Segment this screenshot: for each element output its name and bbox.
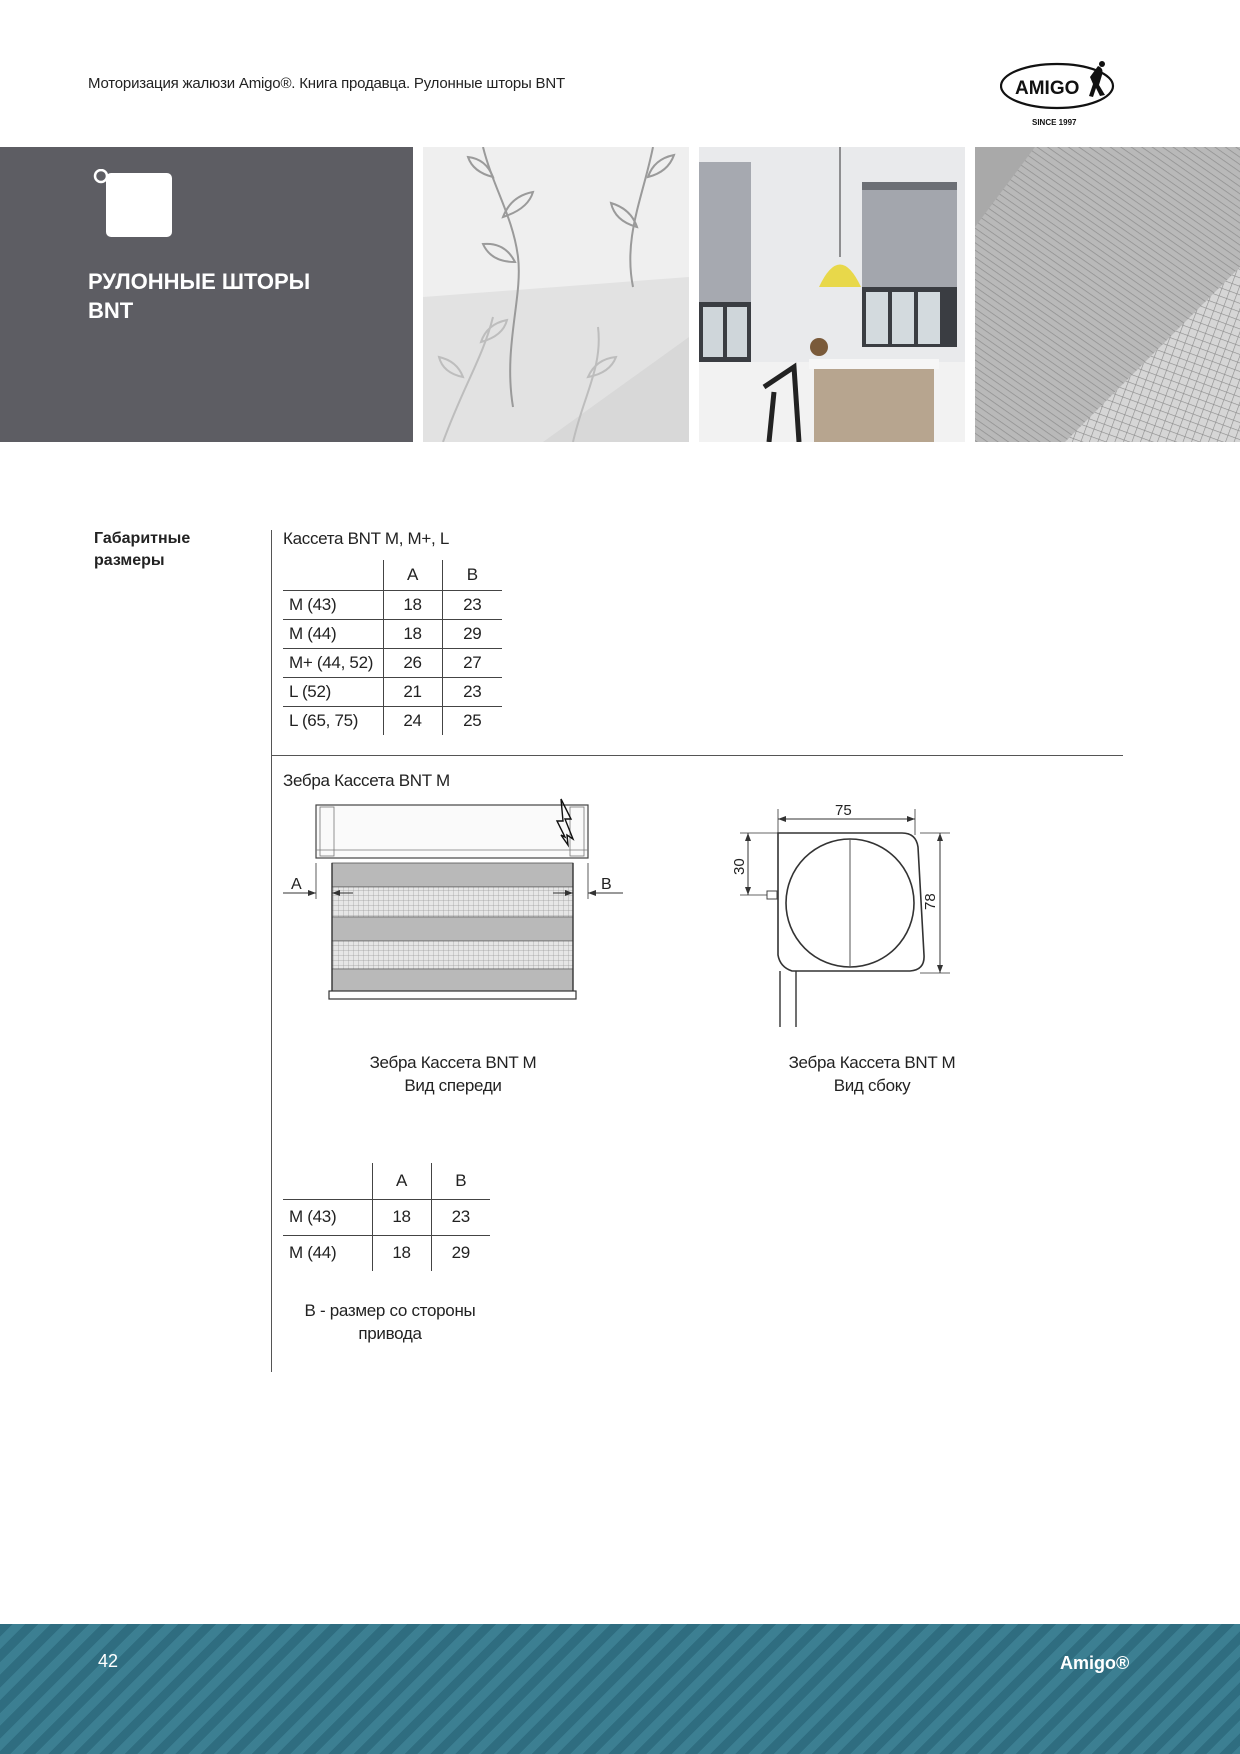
section-label-line1: Габаритные: [94, 530, 191, 547]
svg-text:AMIGO: AMIGO: [1015, 78, 1080, 99]
table-header-row: [283, 560, 502, 590]
side-view-caption-line2: Вид сбоку: [833, 1076, 911, 1095]
front-view-caption: [343, 1051, 563, 1097]
side-view-caption: [762, 1051, 982, 1097]
cassette-heading: Кассета BNT M, M+, L: [283, 529, 450, 548]
value-b-cell: 25: [442, 706, 502, 735]
value-a-cell: 18: [383, 619, 442, 648]
side-offset-dimension: 30: [731, 858, 748, 875]
banner-title-line1: РУЛОННЫЕ ШТОРЫ: [88, 269, 311, 294]
table-header-row: [283, 1163, 490, 1199]
svg-text:SINCE 1997: SINCE 1997: [1032, 118, 1077, 127]
value-a-cell: 18: [383, 590, 442, 619]
zebra-heading: Зебра Кассета BNT M: [283, 771, 450, 790]
photo-interior-room: [699, 147, 965, 442]
model-cell: M (43): [283, 590, 383, 619]
page-number: 42: [98, 1651, 119, 1671]
drive-side-note: [283, 1299, 497, 1345]
section-vertical-divider: [271, 530, 272, 1372]
value-b-cell: 23: [442, 590, 502, 619]
value-b-cell: 29: [431, 1235, 490, 1271]
value-a-cell: 18: [372, 1199, 431, 1235]
document-header-title: Моторизация жалюзи Amigo®. Книга продавца. Рулонные шторы BNT: [88, 75, 565, 92]
table-row: [283, 677, 502, 706]
cassette-dimensions-table: [283, 560, 502, 735]
value-b-cell: 27: [442, 648, 502, 677]
table-header-cell: B: [431, 1163, 490, 1199]
roller-blind-icon: [92, 169, 174, 239]
value-b-cell: 23: [431, 1199, 490, 1235]
model-cell: L (65, 75): [289, 710, 359, 730]
front-view-caption-line2: Вид спереди: [404, 1076, 502, 1095]
hero-banner: [0, 147, 1240, 442]
side-view-caption-line1: Зебра Кассета BNT M: [788, 1053, 956, 1072]
table-header-cell: A: [372, 1163, 431, 1199]
value-b-cell: 29: [442, 619, 502, 648]
table-row: [283, 619, 502, 648]
photo-floral-fabric: [423, 147, 689, 442]
banner-title: [88, 267, 310, 325]
section-horizontal-divider: [271, 755, 1123, 756]
section-label-line2: размеры: [94, 552, 165, 569]
zebra-dimensions-table: [283, 1163, 490, 1271]
value-a-cell: 24: [383, 706, 442, 735]
section-label: [94, 528, 190, 572]
model-cell: L (52): [283, 677, 383, 706]
model-cell: M (44): [283, 619, 383, 648]
model-cell: M (43): [283, 1199, 372, 1235]
table-row: [283, 1235, 490, 1271]
side-width-dimension: 75: [835, 802, 852, 819]
zebra-front-view-drawing: [283, 795, 633, 1015]
model-cell: M (44): [289, 1243, 337, 1263]
model-cell: M+ (44, 52): [283, 648, 383, 677]
table-header-cell: B: [442, 560, 502, 590]
side-height-dimension: 78: [922, 893, 939, 910]
photo-mesh-fabric: [975, 147, 1240, 442]
table-header-cell: A: [383, 560, 442, 590]
amigo-logo: [1000, 58, 1125, 130]
value-b-cell: 23: [442, 677, 502, 706]
value-a-cell: 18: [372, 1235, 431, 1271]
table-row: [283, 1199, 490, 1235]
table-row: [283, 648, 502, 677]
drive-side-note-line1: B - размер со стороны: [304, 1301, 476, 1320]
zebra-side-view-drawing: [730, 795, 970, 1035]
page-footer: [0, 1624, 1240, 1754]
value-a-cell: 26: [383, 648, 442, 677]
value-a-cell: 21: [383, 677, 442, 706]
table-row: [283, 706, 502, 735]
table-row: [283, 590, 502, 619]
table-header-cell: [283, 1163, 372, 1199]
front-view-caption-line1: Зебра Кассета BNT M: [369, 1053, 537, 1072]
banner-title-line2: BNT: [88, 298, 134, 323]
drive-side-note-line2: привода: [358, 1324, 422, 1343]
dimension-a-label: A: [291, 876, 302, 893]
dimension-b-label: B: [601, 876, 612, 893]
footer-brand: Amigo®: [1060, 1653, 1130, 1673]
table-header-cell: [283, 560, 383, 590]
banner-title-panel: [0, 147, 413, 442]
